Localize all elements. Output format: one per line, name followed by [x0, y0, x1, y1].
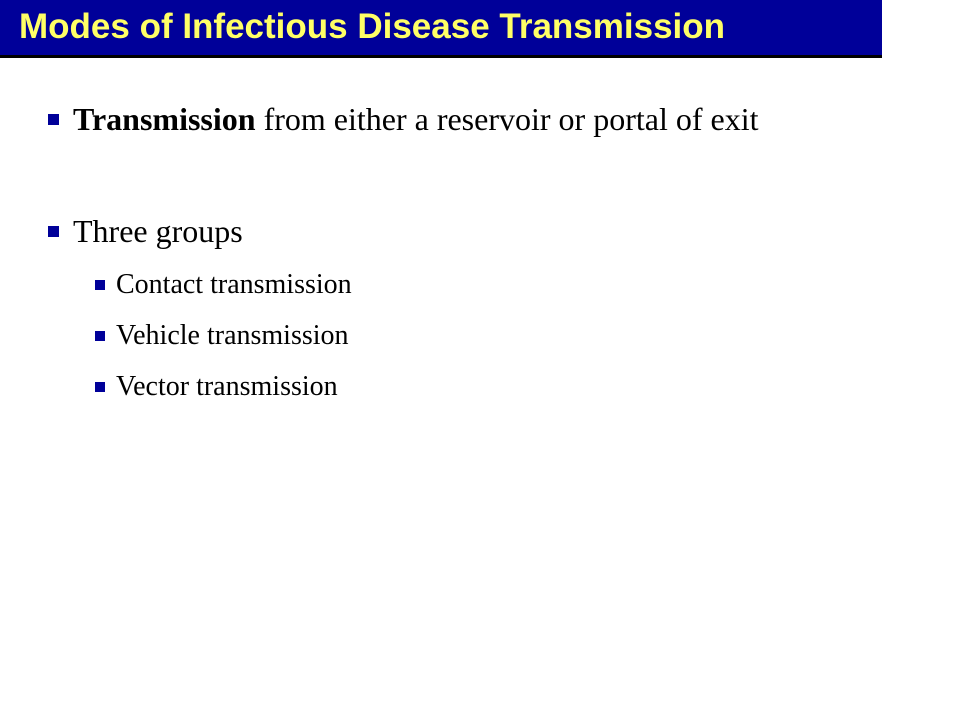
slide-title: Modes of Infectious Disease Transmission [19, 7, 726, 46]
bullet-text: Three groups [73, 213, 243, 249]
bullet-text: from either a reservoir or portal of exit [255, 101, 759, 137]
square-bullet-icon [95, 382, 105, 392]
bullet-transmission [48, 101, 758, 138]
bullet-three-groups [48, 213, 243, 250]
title-bar [0, 0, 882, 58]
sub-bullet-vehicle [95, 320, 349, 352]
sub-bullet-text: Contact transmission [116, 269, 352, 300]
sub-bullet-text: Vehicle transmission [116, 320, 349, 351]
square-bullet-icon [95, 280, 105, 290]
square-bullet-icon [95, 331, 105, 341]
sub-bullet-text: Vector transmission [116, 371, 338, 402]
square-bullet-icon [48, 114, 59, 125]
sub-bullet-contact [95, 269, 352, 301]
square-bullet-icon [48, 226, 59, 237]
sub-bullet-vector [95, 371, 338, 403]
bullet-term: Transmission [73, 101, 256, 137]
